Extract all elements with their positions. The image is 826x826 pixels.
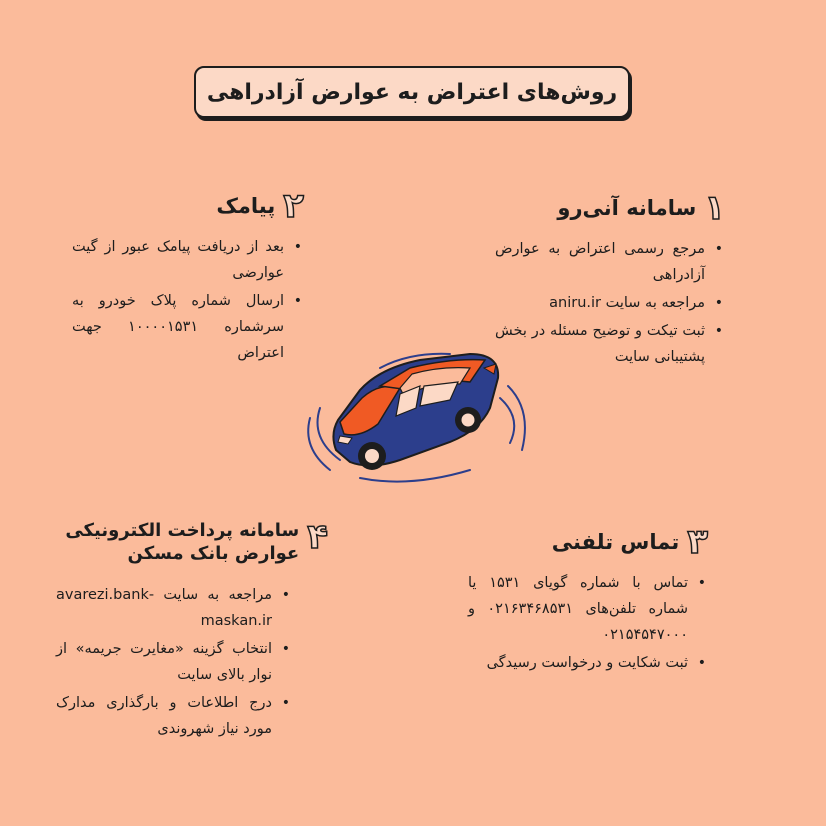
list-item: • بعد از دریافت پیامک عبور از گیت عوارضی — [72, 234, 304, 286]
bullet-list — [468, 570, 708, 676]
section-title: پیامک — [216, 193, 276, 218]
section-phone — [468, 522, 708, 678]
section-title: سامانه آنی‌رو — [557, 195, 697, 220]
section-number: ۴ — [307, 517, 328, 557]
list-item: • ثبت تیکت و توضیح مسئله در بخش پشتیبانی سایت — [495, 318, 725, 370]
bullet-list — [56, 582, 292, 742]
section-header — [468, 522, 708, 562]
list-item: • ارسال شماره پلاک خودرو به سرشماره ۱۰۰۰۰۱۵۳۱ جهت اعتراض — [72, 288, 304, 366]
bullet-list — [72, 234, 304, 366]
section-header — [72, 186, 304, 226]
section-number: ۲ — [283, 186, 304, 226]
list-item: • مرجع رسمی اعتراض به عوارض آزادراهی — [495, 236, 725, 288]
section-bank-maskan — [56, 517, 328, 744]
section-number: ۱ — [704, 188, 725, 228]
list-item: • ثبت شکایت و درخواست رسیدگی — [468, 650, 708, 676]
list-item: • انتخاب گزینه «مغایرت جریمه» از نوار بالای سایت — [56, 636, 292, 688]
list-item: • مراجعه به سایت avarezi.bank-maskan.ir — [56, 582, 292, 634]
page-title: روش‌های اعتراض به عوارض آزادراهی — [194, 66, 630, 118]
list-item: • تماس با شماره گویای ۱۵۳۱ یا شماره تلفن‌های ۰۲۱۶۳۴۶۸۵۳۱ و ۰۲۱۵۴۵۴۷۰۰۰ — [468, 570, 708, 648]
section-header — [495, 188, 725, 228]
list-item: • درج اطلاعات و بارگذاری مدارک مورد نیاز شهروندی — [56, 690, 292, 742]
section-title: سامانه پرداخت الکترونیکی عوارض بانک مسکن — [65, 520, 300, 564]
section-header — [56, 517, 328, 574]
section-number: ۳ — [687, 522, 708, 562]
list-item: • مراجعه به سایت aniru.ir — [495, 290, 725, 316]
section-sms — [72, 186, 304, 368]
section-title: تماس تلفنی — [551, 529, 680, 554]
car-illustration-icon — [300, 338, 530, 488]
